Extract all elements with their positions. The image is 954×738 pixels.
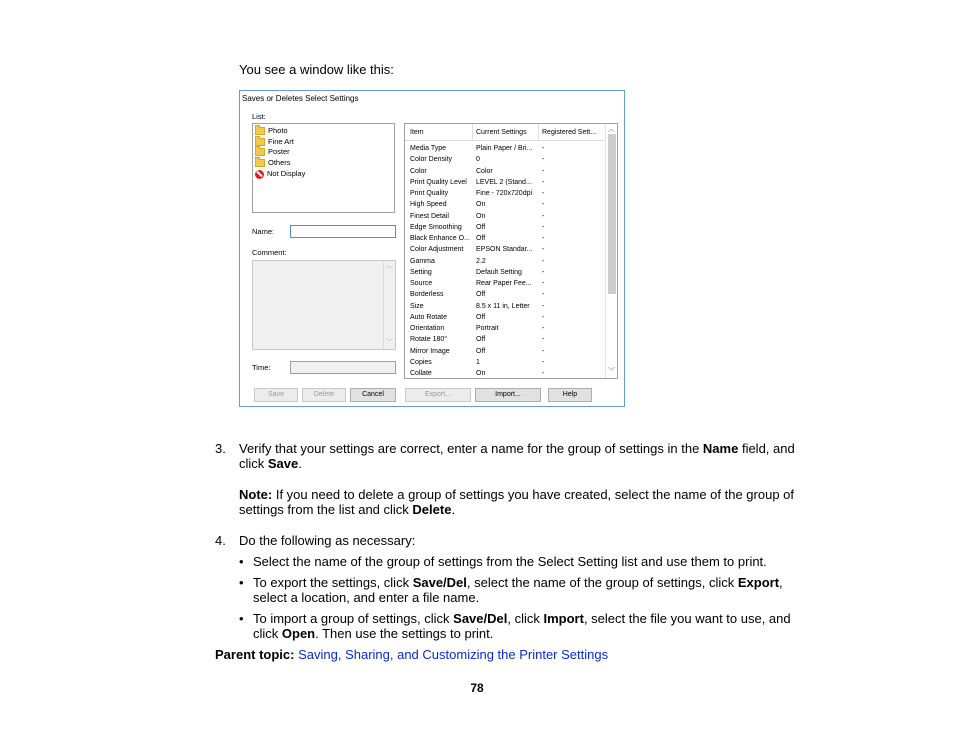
bullet-marker: • (239, 575, 244, 590)
table-cell: - (542, 156, 545, 164)
folder-icon (255, 138, 265, 146)
table-cell: Off (476, 336, 486, 344)
table-cell: Default Setting (476, 268, 522, 276)
step-3-number: 3. (215, 441, 226, 456)
table-cell: Auto Rotate (410, 313, 447, 321)
page-number: 78 (470, 681, 484, 695)
table-cell: - (542, 325, 545, 332)
table-cell: Plain Paper / Bri... (476, 145, 533, 152)
table-cell: Color Adjustment (410, 246, 464, 254)
list-item[interactable]: Fine Art (255, 137, 294, 147)
table-cell: Color (410, 167, 427, 175)
table-row[interactable] (405, 177, 605, 188)
help-button[interactable]: Help (548, 388, 592, 402)
table-cell: - (542, 280, 545, 287)
dialog-title: Saves or Deletes Select Settings (242, 94, 359, 103)
chevron-up-icon[interactable]: ︿ (386, 263, 393, 270)
table-cell: Print Quality Level (410, 178, 467, 186)
table-row[interactable] (405, 211, 605, 222)
table-cell: Copies (410, 358, 432, 366)
comment-scrollbar[interactable] (383, 261, 395, 349)
name-input[interactable] (290, 225, 396, 238)
table-cell: Off (476, 235, 486, 242)
table-cell: - (542, 302, 545, 310)
list-item[interactable]: Not Display (255, 169, 305, 179)
intro-text: You see a window like this: (239, 62, 394, 77)
column-header-registered[interactable]: Registered Sett... (542, 129, 597, 136)
table-cell: Print Quality (410, 190, 449, 197)
table-cell: - (542, 268, 545, 276)
save-settings-dialog (239, 90, 625, 407)
table-row[interactable] (405, 278, 605, 289)
table-cell: High Speed (410, 201, 447, 209)
cancel-button[interactable]: Cancel (350, 388, 396, 402)
step-3-text: Verify that your settings are correct, enter a name for the group of settings in the Name field, and click Save. (239, 441, 795, 471)
table-row[interactable] (405, 143, 605, 154)
table-cell: - (542, 235, 545, 242)
table-cell: - (542, 167, 545, 175)
parent-topic-link[interactable]: Saving, Sharing, and Customizing the Printer Settings (298, 647, 609, 662)
table-cell: Color (476, 167, 493, 175)
chevron-down-icon[interactable]: ﹀ (608, 368, 615, 375)
table-row[interactable] (405, 166, 605, 177)
chevron-down-icon[interactable]: ﹀ (386, 339, 393, 346)
table-row[interactable] (405, 199, 605, 210)
table-cell: Collate (410, 370, 432, 377)
bullet-marker: • (239, 554, 244, 569)
table-row[interactable] (405, 256, 605, 267)
table-cell: - (542, 190, 545, 197)
parent-topic-label: Parent topic: (215, 647, 295, 662)
list-item[interactable]: Poster (255, 147, 290, 157)
list-item[interactable]: Others (255, 158, 291, 168)
table-cell: Borderless (410, 291, 444, 299)
table-cell: - (542, 347, 545, 355)
table-cell: - (542, 370, 545, 377)
table-cell: Off (476, 291, 486, 299)
table-cell: Off (476, 347, 486, 355)
table-cell: 2.2 (476, 257, 486, 265)
note-text: Note: If you need to delete a group of settings you have created, select the name of the group of settings from the list and click Delete. (239, 487, 795, 517)
table-row[interactable] (405, 154, 605, 165)
table-row[interactable] (405, 346, 605, 357)
folder-icon (255, 127, 265, 135)
table-row[interactable] (405, 357, 605, 368)
table-cell: Media Type (410, 145, 447, 152)
table-cell: Color Density (410, 156, 453, 164)
bullet-item: Select the name of the group of settings from the Select Setting list and use them to print. (253, 554, 767, 569)
bullet-item: To import a group of settings, click Save/Del, click Import, select the file you want to use, and click Open. Then use the settings to print. (253, 611, 791, 641)
table-cell: - (542, 212, 545, 220)
parent-topic (215, 647, 608, 662)
table-cell: - (542, 336, 545, 344)
chevron-up-icon[interactable]: ︿ (608, 126, 615, 133)
table-cell: Size (410, 302, 424, 310)
table-row[interactable] (405, 244, 605, 255)
table-row[interactable] (405, 368, 605, 379)
bullet-item: To export the settings, click Save/Del, select the name of the group of settings, click Export, select a location, and enter a file name. (253, 575, 783, 605)
table-row[interactable] (405, 289, 605, 300)
table-cell: 8.5 x 11 in, Letter (476, 302, 530, 310)
no-entry-icon (255, 170, 264, 179)
table-cell: - (542, 223, 545, 231)
table-cell: - (542, 201, 545, 209)
table-cell: Finest Detail (410, 212, 449, 220)
table-cell: Black Enhance O... (410, 235, 470, 242)
table-cell: Rear Paper Fee... (476, 280, 532, 287)
table-cell: Setting (410, 268, 432, 276)
column-header-current[interactable]: Current Settings (476, 129, 527, 136)
time-label: Time: (252, 363, 271, 372)
table-cell: - (542, 257, 545, 265)
comment-textarea[interactable] (252, 260, 396, 350)
step-4-number: 4. (215, 533, 226, 548)
table-cell: Rotate 180° (410, 336, 448, 344)
time-field (290, 361, 396, 374)
table-cell: LEVEL 2 (Stand... (476, 178, 532, 186)
scrollbar-thumb[interactable] (608, 134, 616, 294)
table-cell: Orientation (410, 325, 445, 332)
table-header (405, 124, 605, 141)
comment-label: Comment: (252, 248, 287, 257)
folder-icon (255, 159, 265, 167)
table-cell: Edge Smoothing (410, 223, 462, 231)
table-row[interactable] (405, 188, 605, 199)
delete-button[interactable]: Delete (302, 388, 346, 402)
table-cell: - (542, 246, 545, 254)
name-label: Name: (252, 227, 275, 236)
save-button[interactable]: Save (254, 388, 298, 402)
table-cell: Source (410, 280, 433, 287)
table-cell: Fine - 720x720dpi (476, 190, 533, 197)
table-row[interactable] (405, 267, 605, 278)
table-cell: Gamma (410, 257, 435, 265)
table-cell: Off (476, 313, 486, 321)
table-cell: On (476, 370, 486, 377)
table-cell: - (542, 291, 545, 299)
list-item[interactable]: Photo (255, 126, 288, 136)
table-cell: - (542, 313, 545, 321)
table-cell: 0 (476, 156, 480, 164)
import-button[interactable]: Import... (475, 388, 541, 402)
list-label: List: (252, 112, 266, 121)
bullet-marker: • (239, 611, 244, 626)
column-header-item[interactable]: Item (410, 129, 424, 136)
table-cell: Portrait (476, 325, 499, 332)
table-row[interactable] (405, 301, 605, 312)
table-cell: On (476, 201, 486, 209)
step-4-text: Do the following as necessary: (239, 533, 416, 548)
settings-list[interactable] (252, 123, 395, 213)
table-cell: - (542, 178, 545, 186)
table-cell: - (542, 358, 545, 366)
table-cell: EPSON Standar... (476, 246, 533, 254)
table-row[interactable] (405, 233, 605, 244)
folder-icon (255, 148, 265, 156)
table-row[interactable] (405, 222, 605, 233)
export-button[interactable]: Export... (405, 388, 471, 402)
table-cell: On (476, 212, 486, 220)
table-row[interactable] (405, 323, 605, 334)
table-scrollbar[interactable] (605, 124, 617, 378)
table-row[interactable] (405, 334, 605, 345)
table-cell: 1 (476, 358, 480, 366)
table-cell: - (542, 145, 545, 152)
table-cell: Off (476, 223, 486, 231)
table-row[interactable] (405, 312, 605, 323)
settings-table (404, 123, 618, 379)
table-cell: Mirror Image (410, 347, 450, 355)
